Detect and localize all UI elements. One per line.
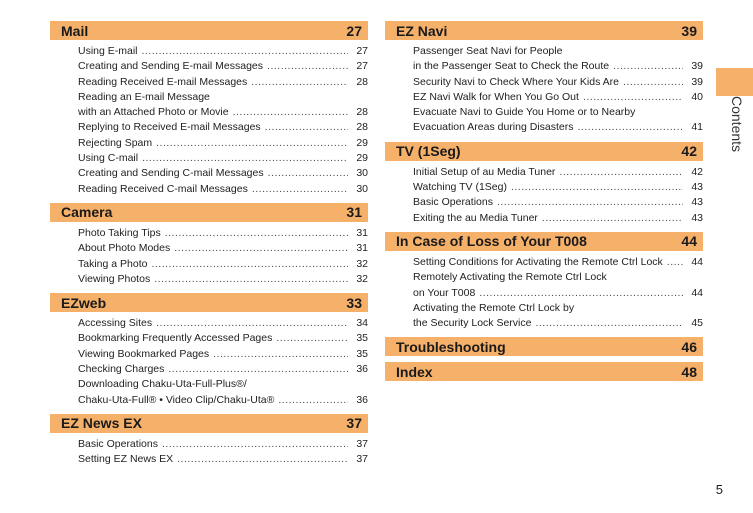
toc-entry[interactable] bbox=[78, 166, 368, 181]
leader-dots bbox=[233, 105, 348, 120]
toc-entry[interactable] bbox=[413, 165, 703, 180]
toc-entry[interactable] bbox=[78, 377, 368, 408]
leader-dots bbox=[154, 272, 348, 287]
toc-entry-page: 39 bbox=[691, 75, 703, 88]
leader-dots bbox=[142, 151, 348, 166]
leader-dots bbox=[174, 241, 348, 256]
toc-entry[interactable] bbox=[413, 75, 703, 90]
toc-section bbox=[50, 203, 368, 293]
section-title: Camera bbox=[61, 204, 113, 221]
toc-entry-text: Using E-mail bbox=[78, 45, 138, 57]
leader-dots bbox=[578, 120, 684, 135]
leader-dots bbox=[156, 136, 348, 151]
toc-entry[interactable] bbox=[413, 44, 703, 75]
toc-entry-text: Security Navi to Check Where Your Kids Are bbox=[413, 75, 620, 88]
toc-entry-page: 44 bbox=[691, 255, 703, 268]
leader-dots bbox=[613, 59, 683, 74]
leader-dots bbox=[177, 452, 348, 467]
section-title: TV (1Seg) bbox=[396, 143, 461, 160]
toc-entry-text: EZ Navi Walk for When You Go Out bbox=[413, 90, 579, 103]
toc-entry[interactable] bbox=[413, 195, 703, 210]
section-title: In Case of Loss of Your T008 bbox=[396, 233, 587, 250]
contents-side-label: Contents bbox=[729, 96, 745, 153]
leader-dots bbox=[162, 437, 348, 452]
toc-entry-text: Photo Taking Tips bbox=[78, 226, 161, 239]
section-title: Mail bbox=[61, 22, 89, 39]
toc-entry-page: 28 bbox=[356, 121, 368, 134]
section-page: 44 bbox=[681, 233, 697, 250]
section-title: Troubleshooting bbox=[396, 338, 506, 355]
toc-entry[interactable] bbox=[413, 180, 703, 195]
toc-entry-page: 31 bbox=[356, 226, 368, 239]
toc-section bbox=[385, 142, 703, 232]
toc-entry[interactable] bbox=[78, 90, 368, 121]
section-page: 39 bbox=[681, 22, 697, 39]
toc-entry[interactable] bbox=[78, 182, 368, 197]
leader-dots bbox=[542, 211, 683, 226]
toc-entry-page: 37 bbox=[356, 437, 368, 450]
toc-entry-page: 28 bbox=[356, 106, 368, 119]
toc-entry-text: About Photo Modes bbox=[78, 242, 171, 255]
toc-entry-text: with an Attached Photo or Movie bbox=[78, 106, 229, 119]
toc-entry-page: 32 bbox=[356, 272, 368, 285]
toc-entry[interactable] bbox=[78, 452, 368, 467]
leader-dots bbox=[151, 257, 348, 272]
toc-entry[interactable] bbox=[78, 347, 368, 362]
toc-section bbox=[385, 21, 703, 142]
toc-entry-page: 29 bbox=[356, 136, 368, 149]
toc-entry-text: Replying to Received E-mail Messages bbox=[78, 121, 261, 134]
section-page: 37 bbox=[346, 415, 362, 432]
toc-entry-page: 27 bbox=[356, 60, 368, 73]
toc-entry[interactable] bbox=[78, 151, 368, 166]
toc-entry-page: 27 bbox=[356, 45, 368, 57]
toc-entry[interactable] bbox=[413, 255, 703, 270]
toc-entry-page: 32 bbox=[356, 257, 368, 270]
toc-entry[interactable] bbox=[78, 120, 368, 135]
leader-dots bbox=[156, 316, 348, 331]
section-page: 48 bbox=[681, 363, 697, 380]
toc-entry-page: 41 bbox=[691, 121, 703, 134]
toc-entry[interactable] bbox=[413, 90, 703, 105]
toc-entry-page: 35 bbox=[356, 332, 368, 345]
leader-dots bbox=[623, 75, 683, 90]
toc-section bbox=[50, 293, 368, 414]
toc-column-left bbox=[50, 21, 368, 474]
section-page: 33 bbox=[346, 294, 362, 311]
toc-column-right bbox=[385, 21, 703, 387]
section-title: EZ News EX bbox=[61, 415, 142, 432]
leader-dots bbox=[479, 286, 683, 301]
toc-entry-page: 37 bbox=[356, 453, 368, 466]
toc-entry-text: Initial Setup of au Media Tuner bbox=[413, 165, 556, 178]
toc-entry-text: Viewing Photos bbox=[78, 272, 151, 285]
toc-entry-line: Reading an E-mail Message bbox=[78, 90, 210, 103]
toc-entry-text: Using C-mail bbox=[78, 152, 139, 165]
section-header[interactable] bbox=[50, 414, 368, 433]
toc-entry[interactable] bbox=[78, 362, 368, 377]
toc-entry-page: 34 bbox=[356, 317, 368, 330]
leader-dots bbox=[268, 166, 348, 181]
toc-entry-text: Creating and Sending C-mail Messages bbox=[78, 167, 264, 180]
toc-entry-page: 43 bbox=[691, 196, 703, 209]
leader-dots bbox=[276, 331, 348, 346]
toc-entry-page: 31 bbox=[356, 242, 368, 255]
toc-entry-page: 29 bbox=[356, 152, 368, 165]
toc-entry[interactable] bbox=[78, 272, 368, 287]
page-number: 5 bbox=[715, 482, 723, 497]
leader-dots bbox=[142, 44, 348, 59]
toc-entry-text: Taking a Photo bbox=[78, 257, 148, 270]
leader-dots bbox=[278, 393, 348, 408]
toc-entry-page: 45 bbox=[691, 317, 703, 330]
toc-entry[interactable] bbox=[413, 301, 703, 332]
toc-entry-text: Reading Received C-mail Messages bbox=[78, 182, 248, 195]
section-page: 31 bbox=[346, 204, 362, 221]
toc-entry-text: Basic Operations bbox=[413, 196, 493, 209]
section-title: Index bbox=[396, 363, 433, 380]
leader-dots bbox=[252, 182, 348, 197]
toc-entry-text: Creating and Sending E-mail Messages bbox=[78, 60, 264, 73]
toc-entry-text: on Your T008 bbox=[413, 286, 476, 299]
toc-entry-text: in the Passenger Seat to Check the Route bbox=[413, 60, 610, 73]
toc-entry-line: Activating the Remote Ctrl Lock by bbox=[413, 301, 575, 314]
toc-entry-line: Remotely Activating the Remote Ctrl Lock bbox=[413, 271, 607, 284]
leader-dots bbox=[168, 362, 348, 377]
toc-entry[interactable] bbox=[78, 257, 368, 272]
leader-dots bbox=[583, 90, 683, 105]
toc-entry[interactable] bbox=[78, 44, 368, 59]
toc-section bbox=[385, 337, 703, 362]
leader-dots bbox=[667, 255, 683, 270]
section-header[interactable] bbox=[385, 21, 703, 40]
section-header[interactable] bbox=[385, 362, 703, 381]
toc-section bbox=[385, 232, 703, 337]
toc-entry-text: Rejecting Spam bbox=[78, 136, 153, 149]
section-header[interactable] bbox=[385, 232, 703, 251]
toc-section bbox=[50, 21, 368, 203]
toc-entry-line: Passenger Seat Navi for People bbox=[413, 45, 563, 57]
toc-entry-line: Evacuate Navi to Guide You Home or to Nearby bbox=[413, 106, 636, 119]
toc-entry-text: Basic Operations bbox=[78, 437, 158, 450]
section-page: 42 bbox=[681, 143, 697, 160]
toc-entry[interactable] bbox=[78, 59, 368, 74]
toc-entry[interactable] bbox=[78, 437, 368, 452]
toc-entry-text: Evacuation Areas during Disasters bbox=[413, 121, 574, 134]
leader-dots bbox=[213, 347, 348, 362]
toc-entry-line: Downloading Chaku-Uta-Full-Plus®/ bbox=[78, 378, 247, 391]
toc-entry[interactable] bbox=[78, 136, 368, 151]
section-title: EZweb bbox=[61, 294, 107, 311]
toc-entry-page: 42 bbox=[691, 165, 703, 178]
toc-entry-text: the Security Lock Service bbox=[413, 317, 532, 330]
toc-entry-page: 36 bbox=[356, 393, 368, 406]
toc-entry[interactable] bbox=[78, 75, 368, 90]
section-page: 27 bbox=[346, 22, 362, 39]
contents-tab bbox=[716, 68, 753, 96]
toc-entry-page: 30 bbox=[356, 167, 368, 180]
leader-dots bbox=[497, 195, 683, 210]
toc-section bbox=[385, 362, 703, 387]
toc-entry-page: 39 bbox=[691, 60, 703, 73]
leader-dots bbox=[535, 316, 683, 331]
toc-entry-page: 40 bbox=[691, 90, 703, 103]
toc-entry-page: 44 bbox=[691, 286, 703, 299]
leader-dots bbox=[559, 165, 683, 180]
leader-dots bbox=[165, 226, 348, 241]
toc-entry[interactable] bbox=[78, 241, 368, 256]
toc-entry[interactable] bbox=[78, 316, 368, 331]
toc-entry[interactable] bbox=[413, 211, 703, 226]
toc-entry-text: Exiting the au Media Tuner bbox=[413, 211, 538, 224]
toc-entry-text: Setting EZ News EX bbox=[78, 453, 174, 466]
toc-entry-page: 28 bbox=[356, 75, 368, 88]
toc-entry-text: Setting Conditions for Activating the Remote Ctrl Lock bbox=[413, 255, 663, 268]
toc-entry-page: 30 bbox=[356, 182, 368, 195]
toc-entry-text: Watching TV (1Seg) bbox=[413, 181, 507, 194]
toc-entry-text: Bookmarking Frequently Accessed Pages bbox=[78, 332, 273, 345]
toc-entry-page: 35 bbox=[356, 347, 368, 360]
section-header[interactable] bbox=[50, 21, 368, 40]
toc-entry-text: Checking Charges bbox=[78, 363, 165, 376]
leader-dots bbox=[267, 59, 348, 74]
section-page: 46 bbox=[681, 338, 697, 355]
leader-dots bbox=[251, 75, 348, 90]
toc-entry[interactable] bbox=[413, 105, 703, 136]
toc-entry[interactable] bbox=[413, 270, 703, 301]
leader-dots bbox=[265, 120, 348, 135]
toc-entry-text: Accessing Sites bbox=[78, 317, 153, 330]
toc-entry-text: Viewing Bookmarked Pages bbox=[78, 347, 210, 360]
toc-entry-page: 43 bbox=[691, 211, 703, 224]
section-header[interactable] bbox=[50, 203, 368, 222]
section-header[interactable] bbox=[50, 293, 368, 312]
toc-entry-text: Chaku-Uta-Full® • Video Clip/Chaku-Uta® bbox=[78, 393, 275, 406]
toc-entry[interactable] bbox=[78, 331, 368, 346]
toc-section bbox=[50, 414, 368, 474]
section-header[interactable] bbox=[385, 337, 703, 356]
section-header[interactable] bbox=[385, 142, 703, 161]
toc-entry-text: Reading Received E-mail Messages bbox=[78, 75, 248, 88]
toc-entry-page: 36 bbox=[356, 363, 368, 376]
section-title: EZ Navi bbox=[396, 22, 448, 39]
leader-dots bbox=[511, 180, 683, 195]
toc-entry-page: 43 bbox=[691, 181, 703, 194]
toc-entry[interactable] bbox=[78, 226, 368, 241]
